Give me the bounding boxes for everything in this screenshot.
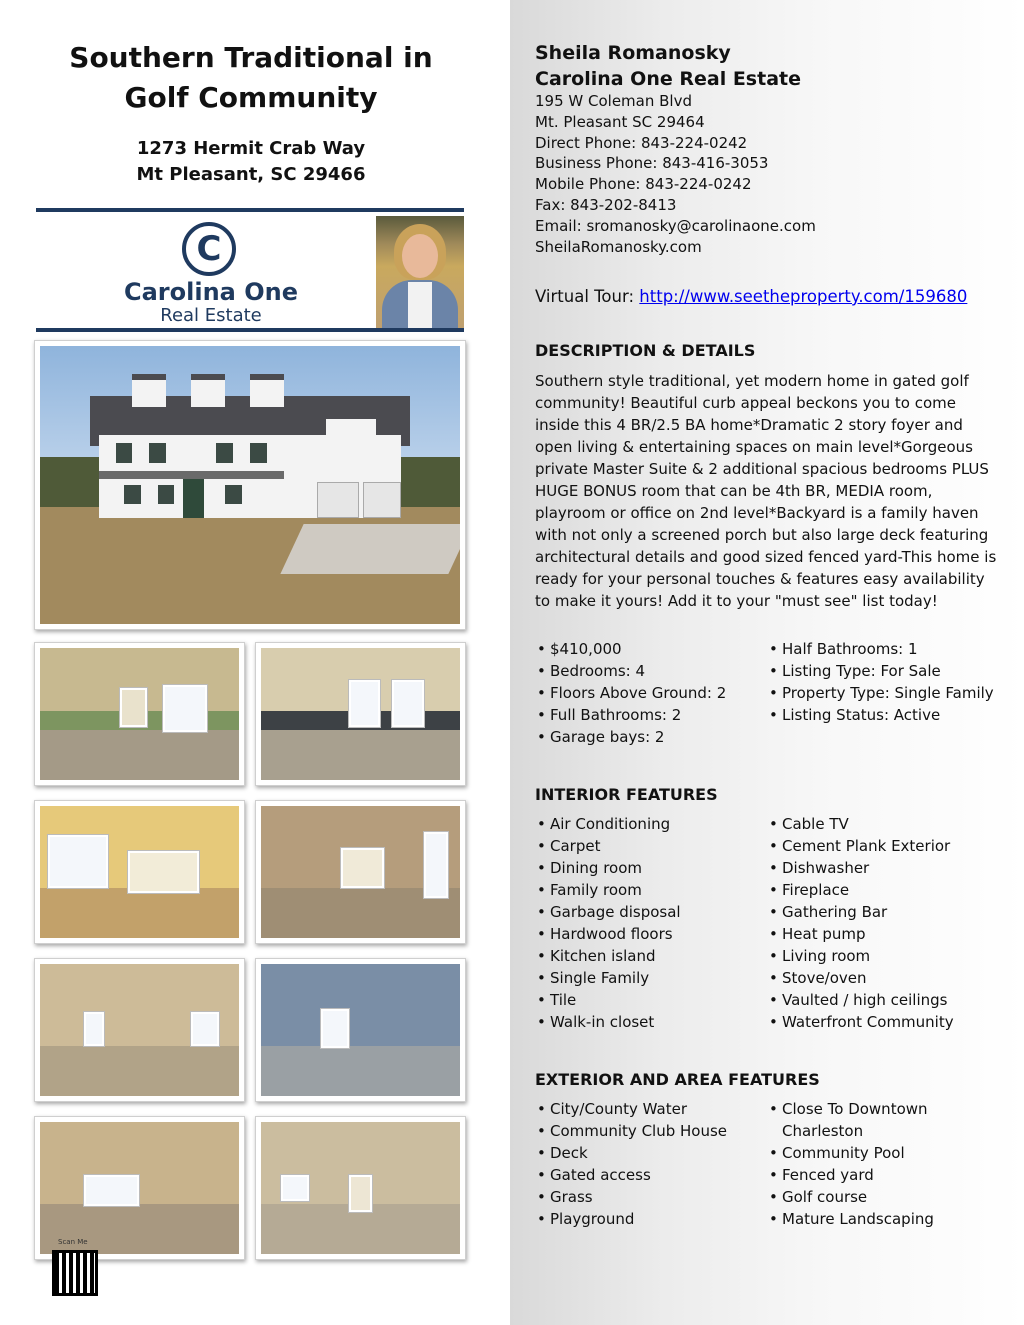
contact-fax: Fax: 843-202-8413 bbox=[535, 195, 677, 214]
interior-list-left bbox=[535, 813, 681, 1033]
room-photo-2 bbox=[255, 642, 466, 786]
list-item: • Garbage disposal bbox=[535, 901, 681, 923]
list-item: • Cement Plank Exterior bbox=[767, 835, 954, 857]
list-item: • Close To Downtown bbox=[767, 1098, 934, 1120]
agent-company: Carolina One Real Estate bbox=[535, 68, 801, 90]
list-item: • Dining room bbox=[535, 857, 681, 879]
agent-header bbox=[535, 40, 1005, 92]
list-item: • Heat pump bbox=[767, 923, 954, 945]
details-list-right bbox=[767, 638, 994, 726]
list-item: • Half Bathrooms: 1 bbox=[767, 638, 994, 660]
kitchen-photo bbox=[34, 800, 245, 944]
address-line-2: Mt Pleasant, SC 29466 bbox=[136, 164, 366, 185]
brand-banner bbox=[36, 208, 464, 332]
interior-list-right bbox=[767, 813, 954, 1033]
description-heading: DESCRIPTION & DETAILS bbox=[535, 341, 756, 360]
interior-heading: INTERIOR FEATURES bbox=[535, 785, 718, 804]
bedroom-photo-2 bbox=[255, 958, 466, 1102]
bonus-room-photo bbox=[255, 1116, 466, 1260]
list-item: • Grass bbox=[535, 1186, 727, 1208]
list-item: • Floors Above Ground: 2 bbox=[535, 682, 726, 704]
virtual-tour-link[interactable]: http://www.seetheproperty.com/159680 bbox=[639, 287, 968, 306]
list-item: • Listing Status: Active bbox=[767, 704, 994, 726]
list-item: • Fireplace bbox=[767, 879, 954, 901]
virtual-tour bbox=[535, 286, 1005, 308]
list-item: • Deck bbox=[535, 1142, 727, 1164]
virtual-tour-label: Virtual Tour: bbox=[535, 287, 640, 306]
exterior-list-right bbox=[767, 1098, 934, 1230]
list-item: • Dishwasher bbox=[767, 857, 954, 879]
family-room-photo bbox=[255, 800, 466, 944]
description-text: Southern style traditional, yet modern home in gated golf community! Beautiful curb appeal beckons you to come inside this 4 BR/2.5 BA home*Dramatic 2 story foyer and open living & entertaining spaces on main level*Gorgeous private Master Suite & 2 additional spacious bedrooms PLUS HUGE BONUS room that can be 4th BR, MEDIA room, playroom or office on 2nd level*Backyard is a family haven with not only a screened porch but also large deck featuring architectural details and good sized fenced yard-This home is ready for your personal touches & features easy availability to make it yours! Add it to your "must see" list today! bbox=[535, 372, 997, 610]
list-item: • Garage bays: 2 bbox=[535, 726, 726, 748]
list-item: • Bedrooms: 4 bbox=[535, 660, 726, 682]
contact-direct-phone: Direct Phone: 843-224-0242 bbox=[535, 133, 748, 152]
agent-name: Sheila Romanosky bbox=[535, 42, 731, 64]
list-item: • Vaulted / high ceilings bbox=[767, 989, 954, 1011]
list-item: • Community Pool bbox=[767, 1142, 934, 1164]
list-item: • Property Type: Single Family bbox=[767, 682, 994, 704]
contact-website[interactable]: SheilaRomanosky.com bbox=[535, 237, 702, 256]
list-item: • City/County Water bbox=[535, 1098, 727, 1120]
agent-photo bbox=[376, 216, 464, 328]
details-list-left bbox=[535, 638, 726, 748]
list-item: • Full Bathrooms: 2 bbox=[535, 704, 726, 726]
list-item: • Cable TV bbox=[767, 813, 954, 835]
list-item: • Waterfront Community bbox=[767, 1011, 954, 1033]
list-item: • Tile bbox=[535, 989, 681, 1011]
exterior-list-left bbox=[535, 1098, 727, 1230]
brand-name: Carolina One bbox=[124, 278, 298, 306]
contact-city: Mt. Pleasant SC 29464 bbox=[535, 112, 705, 131]
brand-subtitle: Real Estate bbox=[160, 305, 262, 326]
list-item: Charleston bbox=[782, 1122, 864, 1140]
contact-mobile-phone: Mobile Phone: 843-224-0242 bbox=[535, 175, 752, 194]
list-item: • Fenced yard bbox=[767, 1164, 934, 1186]
list-item: • Golf course bbox=[767, 1186, 934, 1208]
address-line-1: 1273 Hermit Crab Way bbox=[136, 138, 366, 159]
agent-contact bbox=[535, 91, 1005, 257]
listing-address bbox=[36, 136, 466, 188]
qr-code bbox=[36, 1236, 112, 1312]
room-photo-1 bbox=[34, 642, 245, 786]
qr-code-icon bbox=[52, 1250, 98, 1296]
list-item: • Playground bbox=[535, 1208, 727, 1230]
list-item: • Hardwood floors bbox=[535, 923, 681, 945]
list-item: • Air Conditioning bbox=[535, 813, 681, 835]
contact-email[interactable]: Email: sromanosky@carolinaone.com bbox=[535, 216, 816, 235]
list-item: • Stove/oven bbox=[767, 967, 954, 989]
list-item: • Living room bbox=[767, 945, 954, 967]
contact-address: 195 W Coleman Blvd bbox=[535, 92, 692, 110]
list-item: • Single Family bbox=[535, 967, 681, 989]
list-item: • Mature Landscaping bbox=[767, 1208, 934, 1230]
carolina-one-logo-icon: C bbox=[182, 222, 236, 276]
bedroom-photo-1 bbox=[34, 958, 245, 1102]
list-item: • Gathering Bar bbox=[767, 901, 954, 923]
list-item: • Community Club House bbox=[535, 1120, 727, 1142]
list-item: • $410,000 bbox=[535, 638, 726, 660]
list-item: • Gated access bbox=[535, 1164, 727, 1186]
list-item: • Carpet bbox=[535, 835, 681, 857]
list-item: • Family room bbox=[535, 879, 681, 901]
listing-title: Southern Traditional in Golf Community bbox=[69, 41, 433, 114]
qr-caption: Scan Me bbox=[58, 1238, 88, 1246]
contact-business-phone: Business Phone: 843-416-3053 bbox=[535, 154, 769, 173]
hero-house-photo bbox=[34, 340, 466, 630]
list-item: • Kitchen island bbox=[535, 945, 681, 967]
exterior-heading: EXTERIOR AND AREA FEATURES bbox=[535, 1070, 820, 1089]
list-item: • Walk-in closet bbox=[535, 1011, 681, 1033]
list-item: • Listing Type: For Sale bbox=[767, 660, 994, 682]
